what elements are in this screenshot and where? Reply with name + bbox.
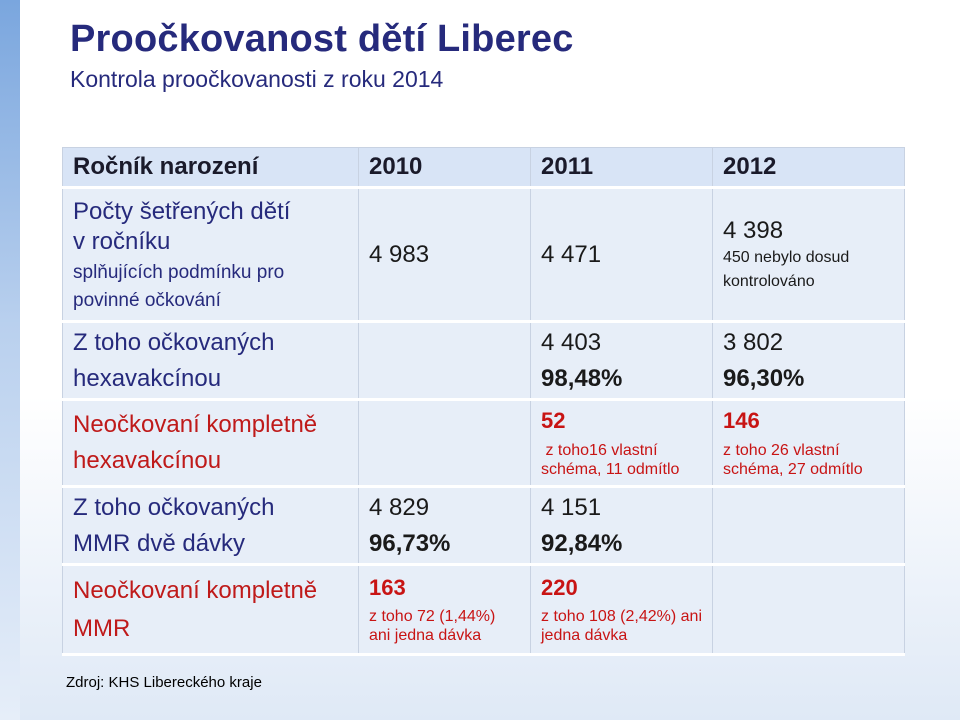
mmr-unvaccinated-2010 xyxy=(359,565,531,655)
mmr-vaccinated-label xyxy=(63,487,359,565)
page-title: Proočkovanost dětí Liberec xyxy=(70,18,574,60)
hexa-unvaccinated-2012-count: 146 xyxy=(723,408,760,434)
examined-label-line4: povinné očkování xyxy=(73,289,221,311)
examined-2012-count: 4 398 xyxy=(723,216,784,244)
source-note: Zdroj: KHS Libereckého kraje xyxy=(66,674,262,691)
mmr-unvaccinated-label-line1: Neočkovaní kompletně xyxy=(73,576,318,604)
mmr-unvaccinated-label-line2: MMR xyxy=(73,614,131,642)
table-row-mmr-unvaccinated xyxy=(63,565,905,655)
hexa-unvaccinated-2011-count: 52 xyxy=(541,408,566,434)
examined-label-line2: v ročníku xyxy=(73,227,171,255)
hexa-vaccinated-2012 xyxy=(713,322,905,400)
header-year-2012: 2012 xyxy=(713,148,905,188)
hexa-unvaccinated-2012 xyxy=(713,400,905,487)
examined-label xyxy=(63,188,359,322)
hexa-unvaccinated-2012-note: z toho 26 vlastní schéma, 27 odmítlo xyxy=(723,441,863,478)
table-row-hexa-vaccinated xyxy=(63,322,905,400)
hexa-unvaccinated-label-line1: Neočkovaní kompletně xyxy=(73,411,318,438)
header-year-2011: 2011 xyxy=(531,148,713,188)
hexa-vaccinated-2012-pct: 96,30% xyxy=(723,364,805,392)
mmr-unvaccinated-2012 xyxy=(713,565,905,655)
hexa-vaccinated-label xyxy=(63,322,359,400)
mmr-unvaccinated-2010-note: z toho 72 (1,44%) ani jedna dávka xyxy=(369,608,496,645)
header-year-2010: 2010 xyxy=(359,148,531,188)
mmr-unvaccinated-label xyxy=(63,565,359,655)
hexa-vaccinated-2012-count: 3 802 xyxy=(723,328,784,356)
examined-label-line1: Počty šetřených dětí xyxy=(73,197,291,225)
examined-2012 xyxy=(713,188,905,322)
hexa-vaccinated-2011-count: 4 403 xyxy=(541,328,602,356)
mmr-vaccinated-2012 xyxy=(713,487,905,565)
hexa-unvaccinated-label-line2: hexavakcínou xyxy=(73,447,222,474)
header-birth-year-label: Ročník narození xyxy=(63,148,359,188)
examined-label-line3: splňujících podmínku pro xyxy=(73,261,285,283)
table-row-hexa-unvaccinated xyxy=(63,400,905,487)
page-subtitle: Kontrola proočkovanosti z roku 2014 xyxy=(70,66,444,92)
mmr-unvaccinated-2011-note: z toho 108 (2,42%) ani jedna dávka xyxy=(541,608,702,645)
decorative-side-bar xyxy=(0,0,20,720)
examined-2010: 4 983 xyxy=(359,188,531,322)
table-row-examined xyxy=(63,188,905,322)
hexa-unvaccinated-label xyxy=(63,400,359,487)
hexa-vaccinated-2011-pct: 98,48% xyxy=(541,364,623,392)
hexa-vaccinated-label-line2: hexavakcínou xyxy=(73,364,222,392)
mmr-vaccinated-2010-pct: 96,73% xyxy=(369,529,451,557)
hexa-unvaccinated-2010 xyxy=(359,400,531,487)
mmr-unvaccinated-2010-count: 163 xyxy=(369,574,406,600)
hexa-unvaccinated-2011-note: z toho16 vlastní schéma, 11 odmítlo xyxy=(541,441,680,478)
mmr-vaccinated-label-line1: Z toho očkovaných xyxy=(73,493,275,521)
mmr-vaccinated-2010-count: 4 829 xyxy=(369,493,430,521)
vaccination-table xyxy=(62,147,905,656)
table-header-row xyxy=(63,148,905,188)
mmr-unvaccinated-2011 xyxy=(531,565,713,655)
mmr-vaccinated-2011-count: 4 151 xyxy=(541,493,602,521)
examined-2012-note: 450 nebylo dosud kontrolováno xyxy=(723,248,850,290)
table-row-mmr-vaccinated xyxy=(63,487,905,565)
mmr-vaccinated-2010 xyxy=(359,487,531,565)
hexa-vaccinated-2010 xyxy=(359,322,531,400)
mmr-unvaccinated-2011-count: 220 xyxy=(541,574,578,600)
mmr-vaccinated-label-line2: MMR dvě dávky xyxy=(73,529,246,557)
mmr-vaccinated-2011 xyxy=(531,487,713,565)
mmr-vaccinated-2011-pct: 92,84% xyxy=(541,529,623,557)
hexa-unvaccinated-2011 xyxy=(531,400,713,487)
hexa-vaccinated-label-line1: Z toho očkovaných xyxy=(73,328,275,356)
examined-2011: 4 471 xyxy=(531,188,713,322)
hexa-vaccinated-2011 xyxy=(531,322,713,400)
